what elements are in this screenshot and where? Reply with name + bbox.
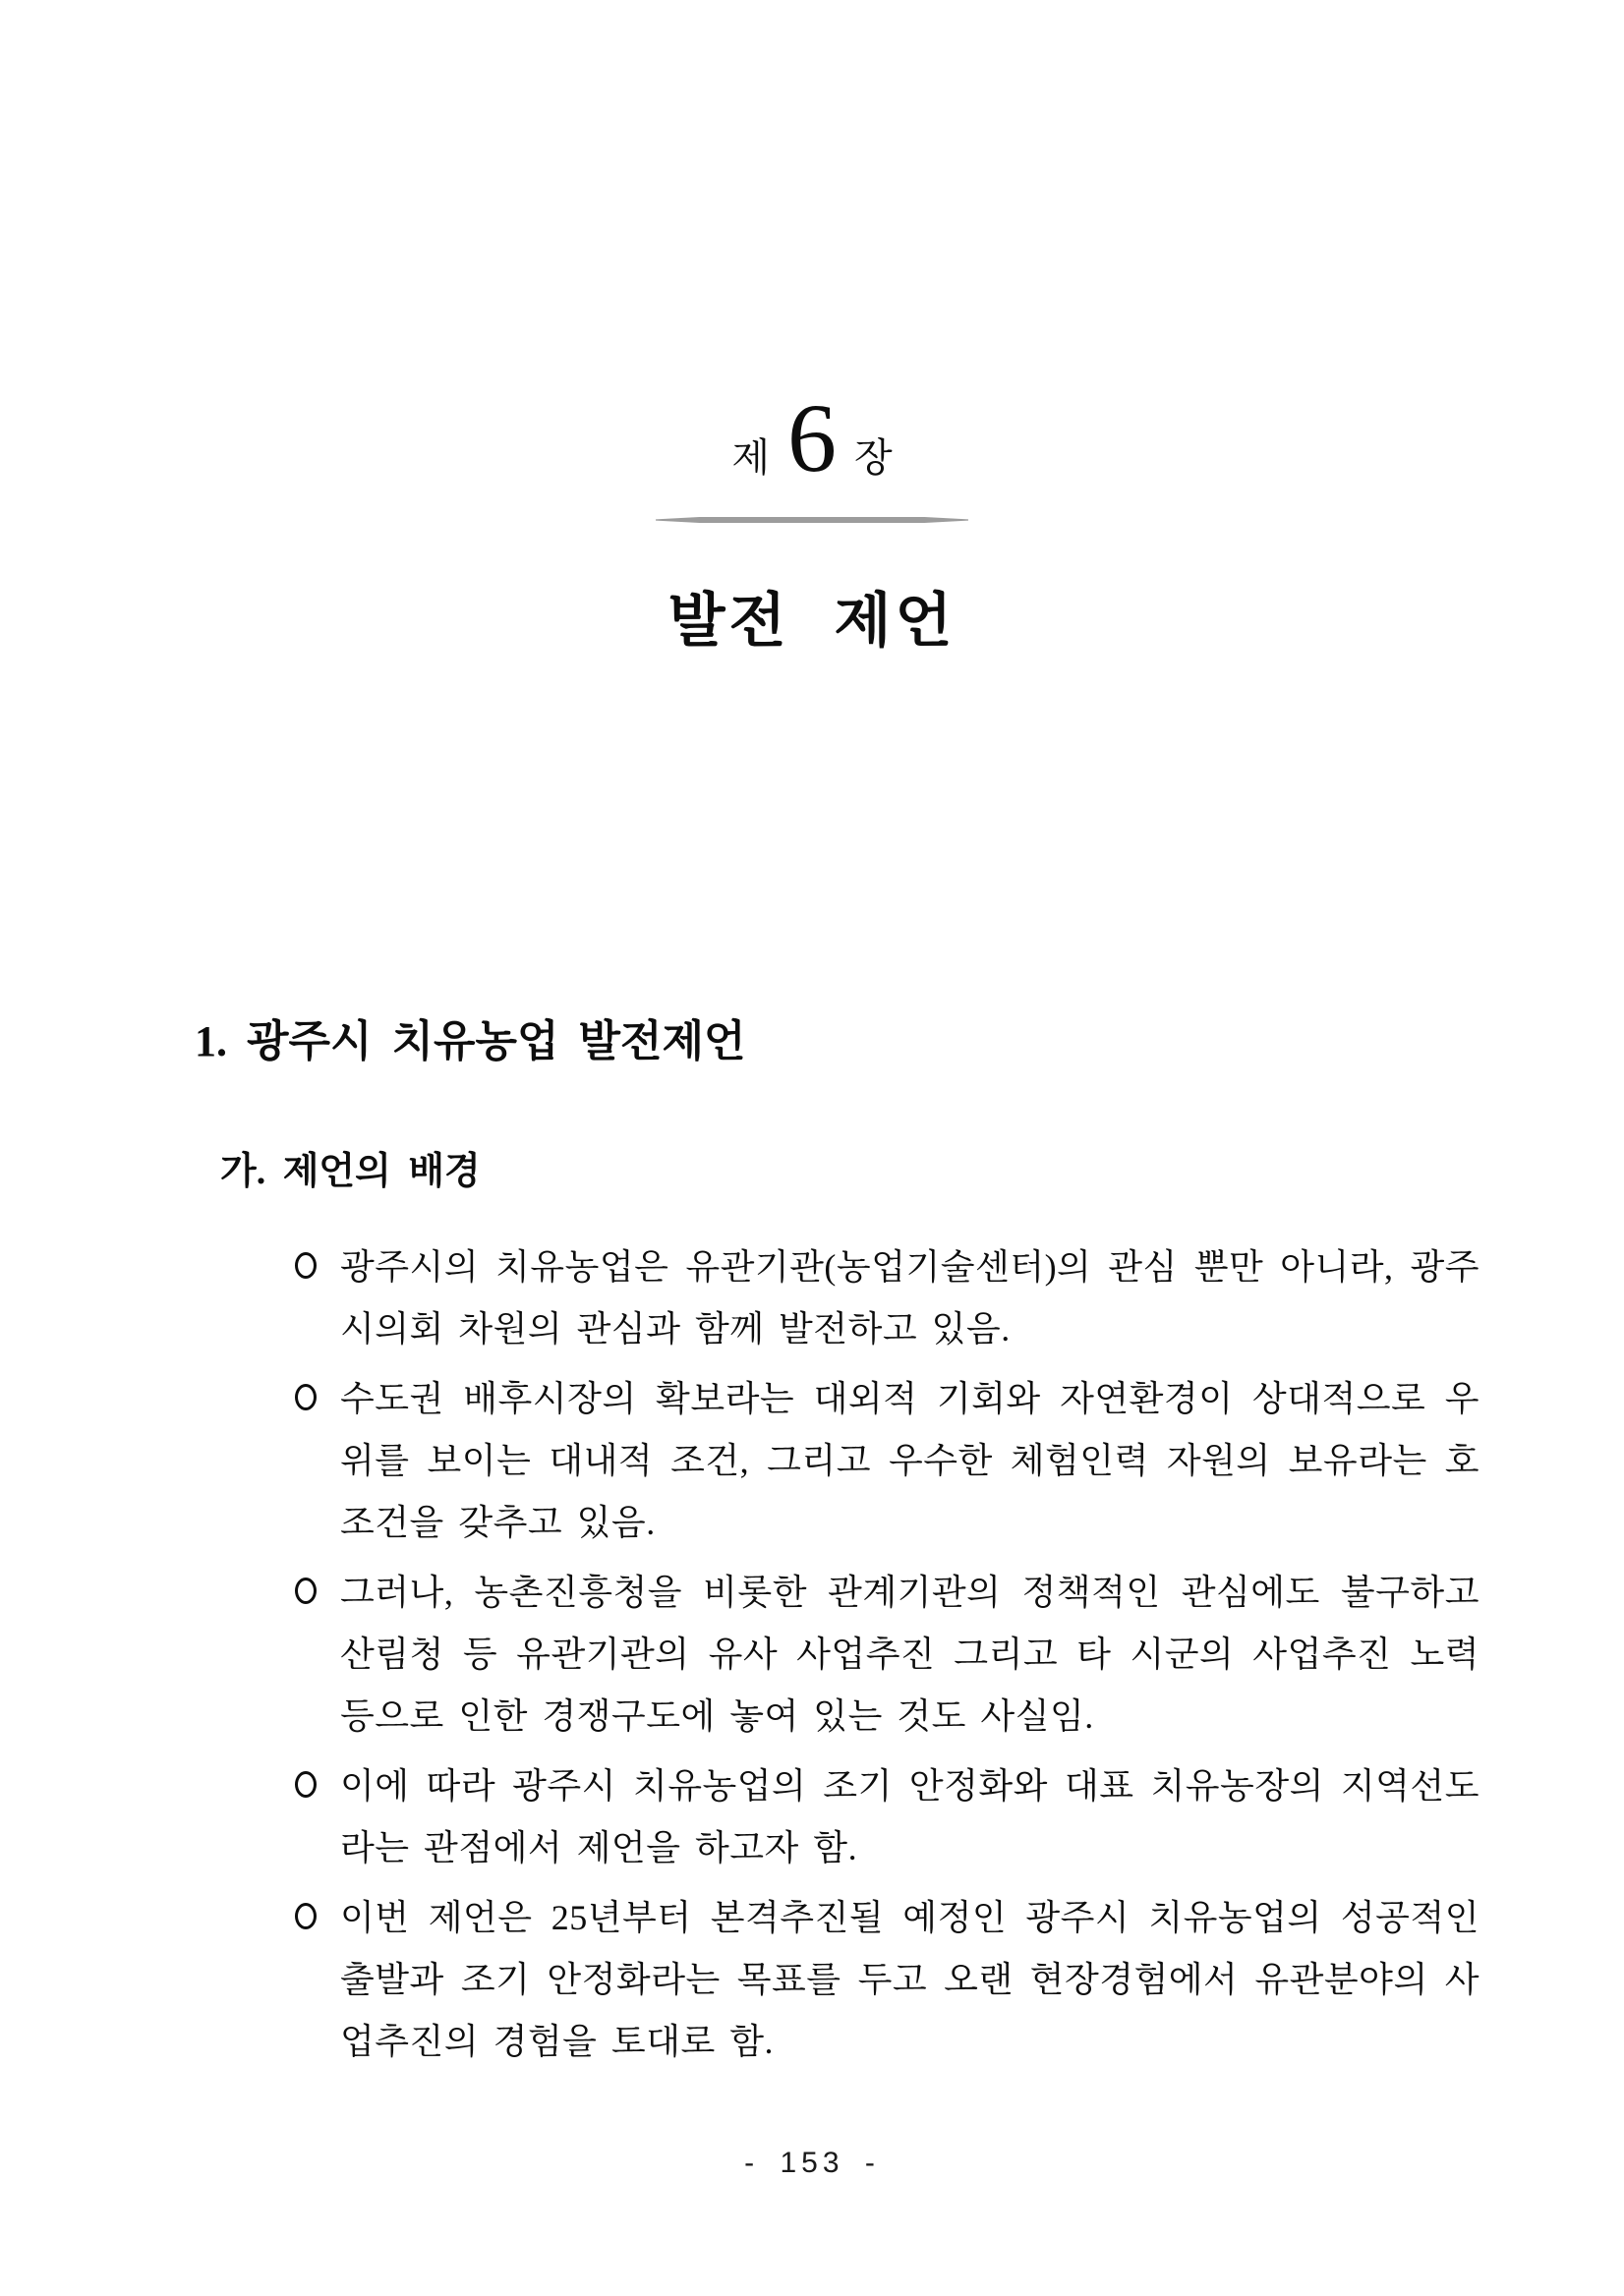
bullet-item: [295, 1887, 1479, 2073]
bullet-list: [295, 1236, 1479, 2081]
bullet-item: [295, 1755, 1479, 1879]
subsection-heading: 가. 제언의 배경: [220, 1151, 481, 1192]
circle-bullet-icon: [295, 1562, 340, 1604]
bullet-item: [295, 1562, 1479, 1748]
bullet-text: 그러나, 농촌진흥청을 비롯한 관계기관의 정책적인 관심에도 불구하고 산림청 등 유관기관의 유사 사업추진 그리고 타 시군의 사업추진 노력 등으로 인한 경쟁구도에 놓여 있는 것도 사실임.: [340, 1573, 1479, 1736]
chapter-number: 6: [787, 383, 837, 492]
page-number: - 153 -: [744, 2147, 880, 2179]
bullet-item: [295, 1236, 1479, 1360]
bullet-text: 이번 제언은 25년부터 본격추진될 예정인 광주시 치유농업의 성공적인 출발과 조기 안정화라는 목표를 두고 오랜 현장경험에서 유관분야의 사업추진의 경험을 토대로 함.: [340, 1898, 1479, 2061]
chapter-suffix: 장: [854, 435, 893, 480]
circle-bullet-icon: [295, 1755, 340, 1798]
bullet-text: 이에 따라 광주시 치유농업의 조기 안정화와 대표 치유농장의 지역선도라는 관점에서 제언을 하고자 함.: [340, 1766, 1479, 1867]
chapter-heading: [0, 383, 1624, 492]
bullet-item: [295, 1368, 1479, 1554]
divider-line: [656, 516, 968, 524]
bullet-text: 수도권 배후시장의 확보라는 대외적 기회와 자연환경이 상대적으로 우위를 보이는 대내적 조건, 그리고 우수한 체험인력 자원의 보유라는 호조건을 갖추고 있음.: [340, 1379, 1479, 1542]
bullet-text: 광주시의 치유농업은 유관기관(농업기술센터)의 관심 뿐만 아니라, 광주시의회 차원의 관심과 함께 발전하고 있음.: [340, 1247, 1479, 1349]
circle-bullet-icon: [295, 1368, 340, 1410]
document-title: 발전 제언: [667, 589, 957, 654]
circle-bullet-icon: [295, 1887, 340, 1929]
circle-bullet-icon: [295, 1236, 340, 1279]
section-heading: 1. 광주시 치유농업 발전제언: [195, 1017, 746, 1065]
chapter-prefix: 제: [731, 435, 770, 480]
